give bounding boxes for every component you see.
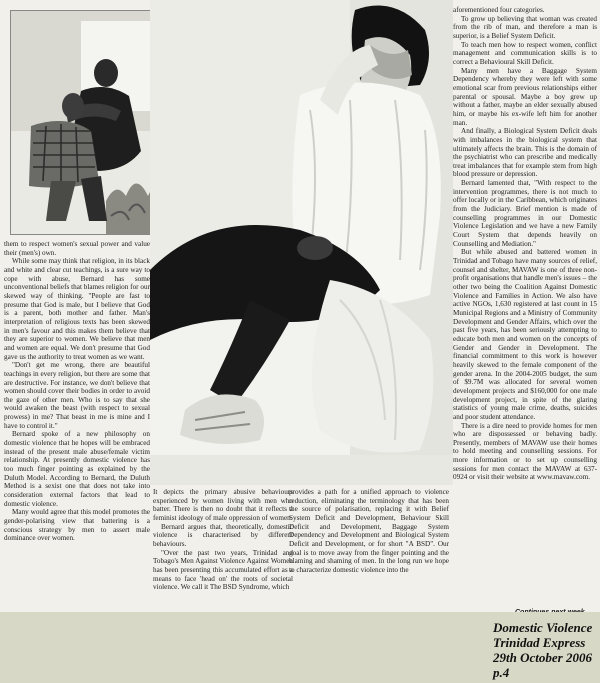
caption-page: p.4 [493, 665, 510, 680]
article-paragraph: them to respect women's sexual power and value their (men's) own. [4, 240, 150, 257]
article-paragraph: While some may think that religion, in its black and white and clear cut teachings, is a sure way to cope with abuse, Bernard has some unconventional beliefs that blames religion for our skewed way of thinking. "People are fast to presume that God is male, but I believe that God is a parent, both mother and father. Man's interpretation of religious texts has been skewed in men's favour and this makes them believe that they are superior to women. We believe that men and women are equal. We don't presume that God gave us the authority to treat women as we want. [4, 257, 150, 361]
caption-title: Domestic Violence [493, 620, 593, 635]
article-paragraph: Many would agree that this model promotes the gender-polarising view that battering is a conscious strategy by men to assert male dominance over women. [4, 508, 150, 543]
article-column-middle-2 [289, 488, 449, 575]
article-paragraph: Many men have a Baggage System Dependency whereby they were left with some emotional scar from previous relationships either parental or spousal. Maybe a boy grew up without a father, maybe an elder sexually abused him, or maybe his ex-wife left him for another man. [453, 66, 597, 127]
article-paragraph: But while abused and battered women in Trinidad and Tobago have many sources of relief, counsel and shelter, MAVAW is one of three non-profit organisations that handle men's issues – the other two being the Coalition Against Domestic Violence and Families in Action. We also have active NGOs, 1,630 registered at last count in 15 Municipal Regions and a Ministry of Community Development and Gender Affairs, which over the past five years, has been seriously attempting to educate both men and women on the concepts of Gender and Gender in Development. The financial commitment to this work is however heavily skewed to the female component of the gender arena. In the 2004-2005 budget, the sum of $9.7M was allocated for several women development projects and $160,000 for one male development project, in spite of the glaring statistics of young male crime, deaths, suicides and poor student attendance. [453, 248, 597, 421]
photo-distressed-man-image [150, 0, 453, 485]
article-paragraph: "Over the past two years, Trinidad and Tobago's Men Against Violence Against Women has been presenting this accumulated effort as a means to face 'head on' the roots of societal violence. We call it The BSD Syndrome, which [153, 548, 293, 592]
article-paragraph: And finally, a Biological System Deficit deals with imbalances in the biological system that ultimately affects the brain. This is the domain of the psychiatrist who can prescribe and medically treat imbalances that for example stem from high blood pressure or depression. [453, 127, 597, 179]
article-paragraph: Bernard spoke of a new philosophy on domestic violence that he hopes will be embraced instead of the present male abuse/female victim relationship. At presently domestic violence has too much finger pointing as explained by the Duluth Model. According to Bernard, the Duluth Method is a sexist one that does not take into consideration external factors that lead to domestic violence. [4, 430, 150, 508]
photo-distressed-man [150, 0, 453, 485]
article-paragraph: To grow up believing that woman was created from the rib of man, and therefore a man is superior, is a Belief System Deficit. [453, 14, 597, 40]
article-paragraph: There is a dire need to provide homes for men who are dispossessed or behaving badly. Presently, members of MAVAW use their homes to hold meeting and counselling sessions. For more information or to set up counselling sessions for men contact the MAVAW at 637-0924 or visit their website at www.mavaw.com. [453, 421, 597, 482]
photo-two-men-image [11, 11, 159, 234]
caption-date: 29th October 2006 [493, 650, 592, 665]
article-paragraph: It depicts the primary abusive behaviours experienced by women living with men who batter. There is then no doubt that it reflects a feminist ideology of male oppression of women. [153, 488, 293, 522]
caption-publication: Trinidad Express [493, 635, 586, 650]
article-paragraph: "Don't get me wrong, there are beautiful teachings in every religion, but there are some that are destructive. For instance, we don't believe that women should cover their bodies in order to avoid the gaze of other men. Who is to say that she would awaken the beast (with respect to sexual prowess) in me? That beast in me is mine and I have to control it." [4, 361, 150, 430]
article-column-right [453, 6, 597, 482]
article-column-left [4, 240, 150, 543]
article-paragraph: provides a path for a unified approach to violence reduction, eliminating the terminology that has been the source of polarisation, replacing it with Belief System Deficit and Development, Behaviour Skill Deficit and Development, Baggage System Dependency and Development and Biological System Deficit and Development, or for short "A BSD". Our goal is to move away from the finger pointing and the blaming and shaming of men. In the long run we hope to characterize domestic violence into the [289, 488, 449, 574]
source-caption [493, 620, 592, 680]
photo-two-men [10, 10, 160, 235]
article-paragraph: To teach men how to respect women, conflict management and communication skills is to correct a Behavioural Skill Deficit. [453, 40, 597, 66]
article-paragraph: aforementioned four categories. [453, 6, 545, 14]
article-paragraph: Bernard argues that, theoretically, domestic violence is characterised by different behaviours. [153, 522, 293, 548]
article-paragraph: Bernard lamented that, "With respect to the intervention programmes, there is not much to offer locally or in the Caribbean, which originates from the Judiciary. Brief mention is made of counselling programmes in our Domestic Violence Legislation and we have a new Family Court System that depends heavily on Counselling and Mediation." [453, 179, 597, 248]
article-column-middle [153, 488, 293, 592]
